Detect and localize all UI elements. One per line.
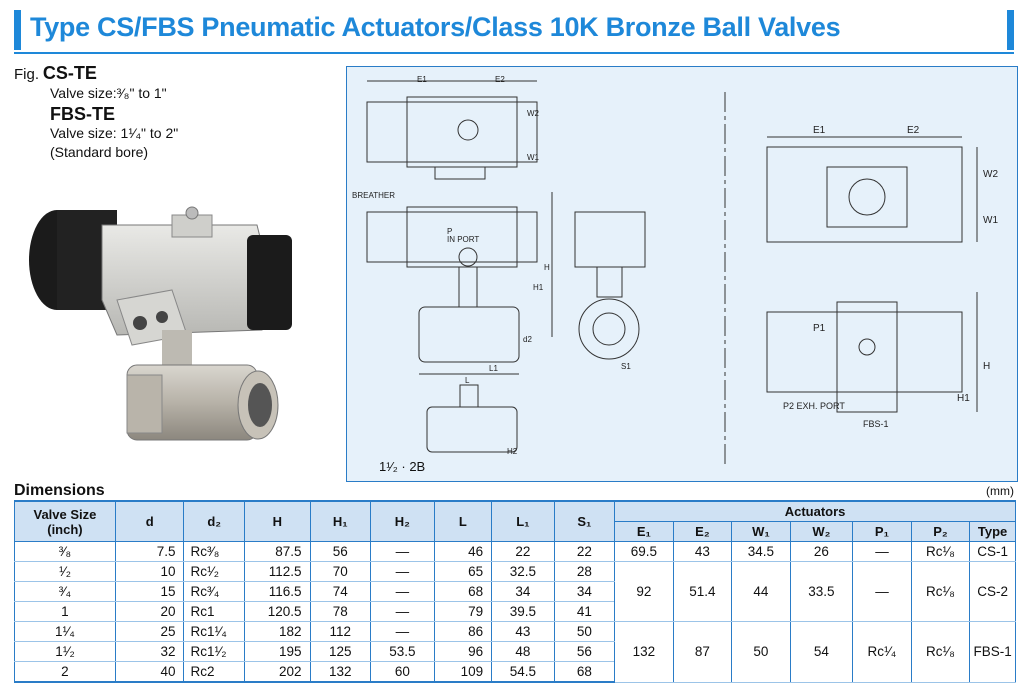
th-p1: P₁ [853,522,912,542]
port-hole-2 [156,311,168,323]
cell-h: 116.5 [244,582,310,602]
cell-h1: 112 [310,622,371,642]
cell-size: 2 [15,662,116,683]
fbs-top-pinion [849,179,885,215]
cell-l1: 43 [492,622,555,642]
front-stem [459,267,477,307]
cell-size: 1 [15,602,116,622]
cell-size: 1¹⁄₄ [15,622,116,642]
cell-h2: 53.5 [371,642,435,662]
title-accent-left [14,10,21,50]
cell-e2: 87 [673,622,732,683]
cell-l1: 48 [492,642,555,662]
cell-d2: Rc³⁄₈ [184,542,245,562]
technical-drawing [346,66,1018,482]
model1-size: Valve size:³⁄₈" to 1" [50,85,167,101]
cell-w2: 26 [790,542,853,562]
th-l: L [434,501,492,542]
th-p2: P₂ [911,522,970,542]
fig-label: Fig. [14,66,40,83]
cell-h2: — [371,602,435,622]
figure-caption [14,64,178,162]
cell-p1: — [853,542,912,562]
cell-h1: 125 [310,642,371,662]
valve-end-left [127,375,162,433]
label-w2: W2 [983,169,998,180]
cell-size: 1¹⁄₂ [15,642,116,662]
cell-h2: — [371,582,435,602]
cell-e2: 43 [673,542,732,562]
product-photo [22,205,312,470]
label-w1: W1 [983,215,998,226]
cell-h2: 60 [371,662,435,683]
title-accent-right [1007,10,1014,50]
cell-l: 46 [434,542,492,562]
label-p2-port: P2 EXH. PORT [783,401,845,411]
cell-size: ¹⁄₂ [15,562,116,582]
cell-s1: 56 [554,642,615,662]
label-h: H [983,361,991,372]
fbs-front-view [767,312,962,392]
cell-type: CS-1 [970,542,1016,562]
cell-l1: 22 [492,542,555,562]
cell-d: 20 [115,602,184,622]
side-actuator [575,212,645,267]
th-h: H [244,501,310,542]
valve-bore [248,383,272,427]
cell-d: 40 [115,662,184,683]
header-row-1 [15,501,1016,522]
top-view-pinion [458,120,478,140]
cell-s1: 50 [554,622,615,642]
cell-h: 195 [244,642,310,662]
cell-h1: 56 [310,542,371,562]
cell-s1: 22 [554,542,615,562]
title-bar [14,8,1014,48]
table-row [15,622,1016,642]
label-e2: E2 [907,125,920,136]
side-valve-bore [593,313,625,345]
label-p: P [447,227,453,236]
fbs-front-center [837,302,897,412]
cell-p2: Rc¹⁄₈ [911,562,970,622]
top-view-base [435,167,485,179]
cell-size: ³⁄₄ [15,582,116,602]
cell-size: ³⁄₈ [15,542,116,562]
th-w2: W₂ [790,522,853,542]
th-l1: L₁ [492,501,555,542]
table-row [15,562,1016,582]
large-valve-body [427,407,517,452]
label-h1: H1 [957,393,970,404]
actuator-endcap-right [247,235,292,330]
cell-w1: 44 [732,562,791,622]
cell-p1: Rc¹⁄₄ [853,622,912,683]
label-d2-small: d2 [523,335,532,344]
cell-h1: 74 [310,582,371,602]
model2-size: Valve size: 1¹⁄₄" to 2" [50,125,179,141]
cell-h1: 78 [310,602,371,622]
label-l-small: L [465,376,470,385]
label-e2-small: E2 [495,75,505,84]
valve-stem-bracket [162,330,192,365]
cell-h: 182 [244,622,310,642]
fbs-port-circle [859,339,875,355]
cell-d: 25 [115,622,184,642]
th-w1: W₁ [732,522,791,542]
bore-note: 1¹⁄₂ · 2B [379,459,426,474]
th-valve-size: Valve Size (inch) [15,501,116,542]
model2-note: (Standard bore) [50,144,149,160]
cell-h2: — [371,542,435,562]
fbs-top-view [767,147,962,242]
cell-type: FBS-1 [970,622,1016,683]
cell-l: 68 [434,582,492,602]
label-w2-small: W2 [527,109,539,118]
cell-l1: 32.5 [492,562,555,582]
th-actuators: Actuators [615,501,1016,522]
cell-h2: — [371,562,435,582]
cell-d2: Rc³⁄₄ [184,582,245,602]
cell-s1: 41 [554,602,615,622]
cell-l: 86 [434,622,492,642]
cell-p2: Rc¹⁄₈ [911,542,970,562]
cell-l: 109 [434,662,492,683]
table-row [15,542,1016,562]
cell-p1: — [853,562,912,622]
cell-h2: — [371,622,435,642]
th-d2: d₂ [184,501,245,542]
label-w1-small: W1 [527,153,539,162]
label-h2-small: H2 [507,447,518,456]
cell-e1: 69.5 [615,542,674,562]
cell-h: 120.5 [244,602,310,622]
label-in-port: IN PORT [447,235,480,244]
th-d: d [115,501,184,542]
th-type: Type [970,522,1016,542]
label-h1-small: H1 [533,283,544,292]
top-view-body [407,97,517,167]
cell-d: 10 [115,562,184,582]
cell-d2: Rc¹⁄₂ [184,562,245,582]
cell-e1: 132 [615,622,674,683]
side-stem [597,267,622,297]
cell-w2: 33.5 [790,562,853,622]
cell-d: 7.5 [115,542,184,562]
cell-s1: 68 [554,662,615,683]
cell-e1: 92 [615,562,674,622]
dimensions-table [14,500,1016,683]
th-e1: E₁ [615,522,674,542]
side-valve [579,299,639,359]
port-hole-1 [133,316,147,330]
cell-h: 87.5 [244,542,310,562]
top-view-actuator [367,102,537,162]
model-cs-te: CS-TE [42,63,97,83]
cell-d: 32 [115,642,184,662]
cell-w1: 34.5 [732,542,791,562]
label-p1: P1 [813,323,826,334]
cell-l1: 54.5 [492,662,555,683]
label-l1-small: L1 [489,364,498,373]
cell-d2: Rc1¹⁄₄ [184,622,245,642]
cell-d2: Rc1¹⁄₂ [184,642,245,662]
cell-d2: Rc2 [184,662,245,683]
cell-w1: 50 [732,622,791,683]
cell-e2: 51.4 [673,562,732,622]
cell-s1: 34 [554,582,615,602]
cell-d: 15 [115,582,184,602]
cell-l: 79 [434,602,492,622]
label-s1-small: S1 [621,362,631,371]
unit-label: (mm) [986,484,1014,498]
label-breather: BREATHER [352,191,395,200]
label-e1: E1 [813,125,826,136]
title-underline [14,52,1014,54]
cell-d2: Rc1 [184,602,245,622]
front-port-circle [459,248,477,266]
cell-l1: 34 [492,582,555,602]
cell-l: 96 [434,642,492,662]
label-e1-small: E1 [417,75,427,84]
cell-w2: 54 [790,622,853,683]
th-s1: S₁ [554,501,615,542]
dimensions-title: Dimensions [14,482,105,499]
large-valve-stem [460,385,478,407]
page-title: Type CS/FBS Pneumatic Actuators/Class 10K Bronze Ball Valves [30,12,841,42]
label-fbs-1: FBS-1 [863,419,889,429]
cell-l1: 39.5 [492,602,555,622]
th-e2: E₂ [673,522,732,542]
th-h2: H₂ [371,501,435,542]
cell-h1: 70 [310,562,371,582]
th-h1: H₁ [310,501,371,542]
cell-type: CS-2 [970,562,1016,622]
indicator-knob [186,207,198,219]
cell-p2: Rc¹⁄₈ [911,622,970,683]
model-fbs-te: FBS-TE [50,104,115,124]
cell-h: 112.5 [244,562,310,582]
fbs-top-center [827,167,907,227]
cell-l: 65 [434,562,492,582]
cell-s1: 28 [554,562,615,582]
cell-h1: 132 [310,662,371,683]
label-h-small: H [544,263,550,272]
cell-h: 202 [244,662,310,683]
front-valve-body [419,307,519,362]
